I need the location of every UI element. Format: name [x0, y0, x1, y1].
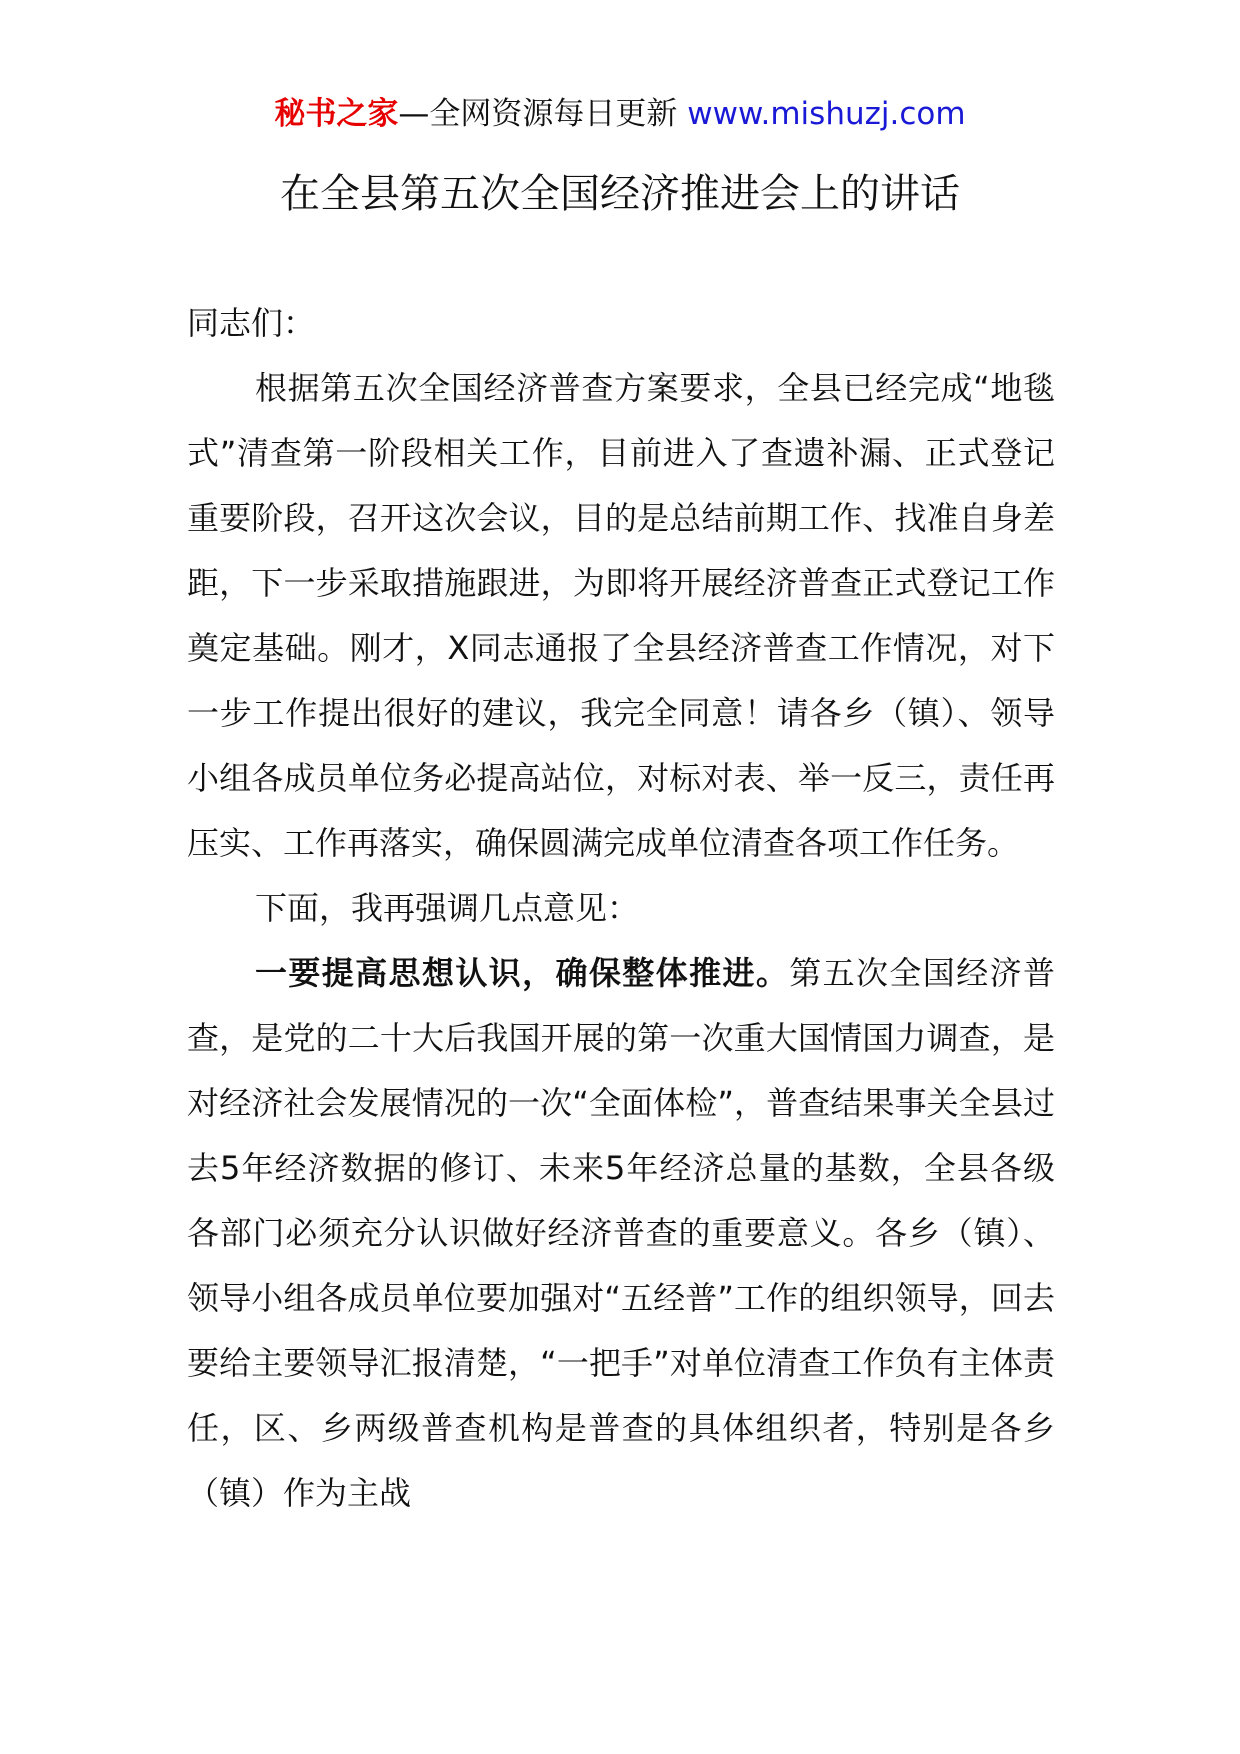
site-brand: 秘书之家 — [274, 96, 399, 132]
paragraph-point-1 — [187, 941, 1055, 1526]
site-banner — [0, 94, 1240, 134]
site-tagline: —全网资源每日更新 — [398, 96, 678, 132]
point-1-heading: 一要提高思想认识，确保整体推进。 — [255, 954, 790, 992]
salutation: 同志们： — [187, 304, 316, 342]
paragraph-intro: 根据第五次全国经济普查方案要求，全县已经完成“地毯式”清查第一阶段相关工作，目前进入了查遗补漏、正式登记重要阶段，召开这次会议，目的是总结前期工作、找准自身差距，下一步采取措施跟进，为即将开展经济普查正式登记工作奠定基础。刚才，X同志通报了全县经济普查工作情况，对下一步工作提出很好的建议，我完全同意！请各乡（镇）、领导小组各成员单位务必提高站位，对标对表、举一反三，责任再压实、工作再落实，确保圆满完成单位清查各项工作任务。 — [187, 369, 1055, 862]
point-1-text: 第五次全国经济普查，是党的二十大后我国开展的第一次重大国情国力调查，是对经济社会发展情况的一次“全面体检”，普查结果事关全县过去5年经济数据的修订、未来5年经济总量的基数，全县各级各部门必须充分认识做好经济普查的重要意义。各乡（镇）、领导小组各成员单位要加强对“五经普”工作的组织领导，回去要给主要领导汇报清楚，“一把手”对单位清查工作负有主体责任，区、乡两级普查机构是普查的具体组织者，特别是各乡（镇）作为主战 — [187, 954, 1055, 1512]
paragraph-transition: 下面，我再强调几点意见： — [255, 889, 640, 927]
site-url-link[interactable]: www.mishuzj.com — [687, 96, 966, 132]
document-body — [187, 291, 1055, 1526]
document-title: 在全县第五次全国经济推进会上的讲话 — [280, 171, 960, 217]
